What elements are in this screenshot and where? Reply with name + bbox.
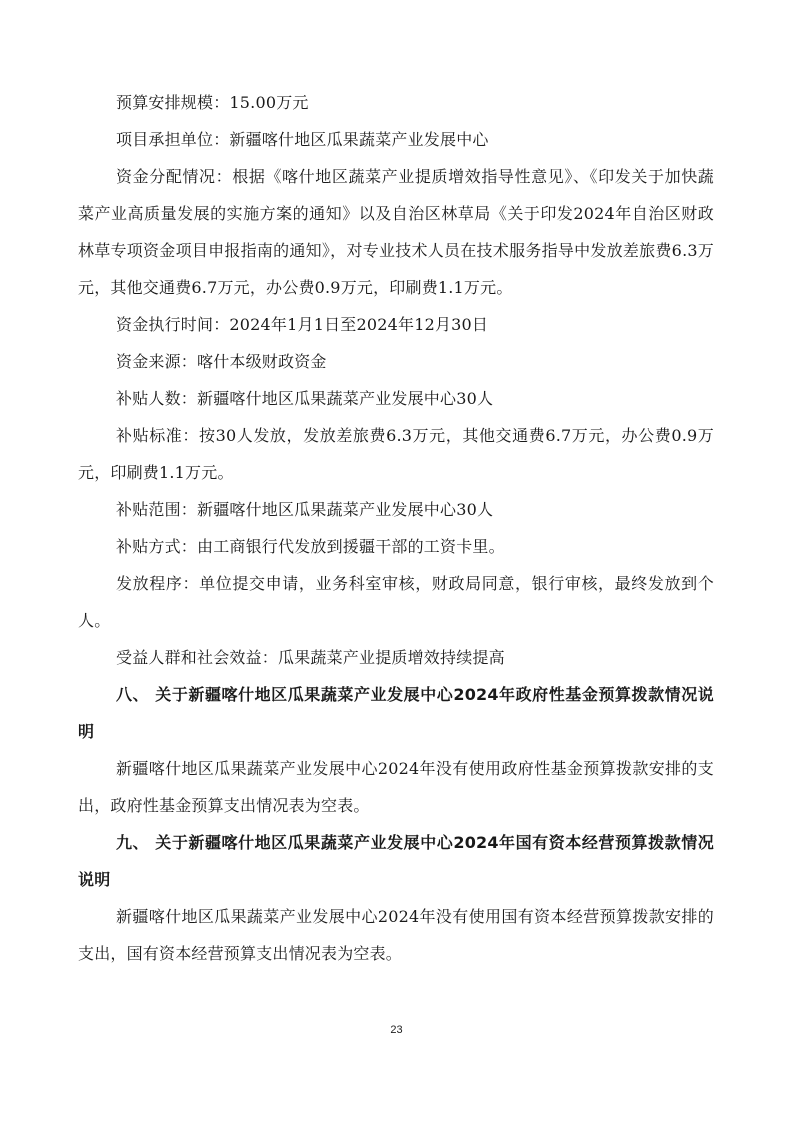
section-8-body: 新疆喀什地区瓜果蔬菜产业发展中心2024年没有使用政府性基金预算拨款安排的支出，政府性基金预算支出情况表为空表。 xyxy=(78,759,714,815)
page-content xyxy=(78,84,714,972)
section-9-heading: 九、 关于新疆喀什地区瓜果蔬菜产业发展中心2024年国有资本经营预算拨款情况说明 xyxy=(78,833,714,889)
execution-time-paragraph: 资金执行时间：2024年1月1日至2024年12月30日 xyxy=(116,315,489,334)
subsidy-standard-paragraph: 补贴标准：按30人发放，发放差旅费6.3万元，其他交通费6.7万元，办公费0.9万元，印刷费1.1万元。 xyxy=(78,426,714,482)
subsidy-scope-paragraph: 补贴范围：新疆喀什地区瓜果蔬菜产业发展中心30人 xyxy=(116,500,494,519)
beneficiaries-paragraph: 受益人群和社会效益：瓜果蔬菜产业提质增效持续提高 xyxy=(116,648,505,667)
project-unit-paragraph: 项目承担单位：新疆喀什地区瓜果蔬菜产业发展中心 xyxy=(116,130,489,149)
page-number: 23 xyxy=(390,1024,403,1036)
section-8-heading: 八、 关于新疆喀什地区瓜果蔬菜产业发展中心2024年政府性基金预算拨款情况说明 xyxy=(78,685,714,741)
subsidy-method-paragraph: 补贴方式：由工商银行代发放到援疆干部的工资卡里。 xyxy=(116,537,505,556)
distribution-procedure-paragraph: 发放程序：单位提交申请，业务科室审核，财政局同意，银行审核，最终发放到个人。 xyxy=(78,574,714,630)
section-9-body: 新疆喀什地区瓜果蔬菜产业发展中心2024年没有使用国有资本经营预算拨款安排的支出，国有资本经营预算支出情况表为空表。 xyxy=(78,907,714,963)
fund-allocation-paragraph: 资金分配情况：根据《喀什地区蔬菜产业提质增效指导性意见》、《印发关于加快蔬菜产业高质量发展的实施方案的通知》以及自治区林草局《关于印发2024年自治区财政林草专项资金项目申报指南的通知》，对专业技术人员在技术服务指导中发放差旅费6.3万元，其他交通费6.7万元，办公费0.9万元，印刷费1.1万元。 xyxy=(78,167,714,297)
budget-scale-paragraph: 预算安排规模：15.00万元 xyxy=(116,93,309,112)
subsidy-count-paragraph: 补贴人数：新疆喀什地区瓜果蔬菜产业发展中心30人 xyxy=(116,389,494,408)
fund-source-paragraph: 资金来源：喀什本级财政资金 xyxy=(116,352,327,371)
